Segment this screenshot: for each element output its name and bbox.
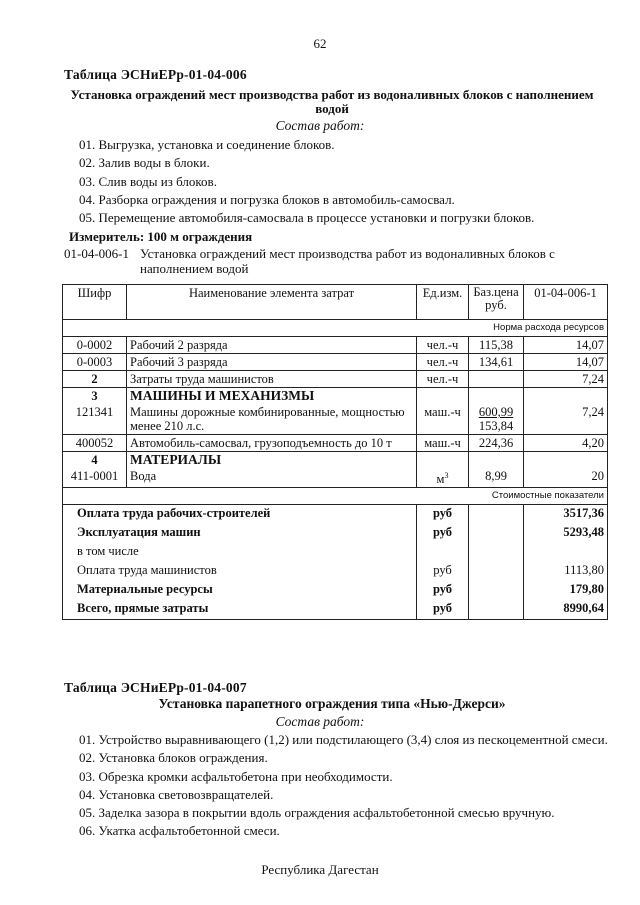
- unit-base: м: [436, 472, 445, 487]
- summary-name: Оплата труда машинистов: [63, 562, 417, 581]
- cell-unit: маш.-ч: [417, 404, 469, 435]
- empty-cell: [469, 600, 524, 620]
- empty-cell: [524, 388, 608, 405]
- code-number: 01-04-006-1: [64, 246, 129, 261]
- summary-value: [524, 543, 608, 562]
- cell-value: 14,07: [524, 337, 608, 354]
- work-item: 06. Укатка асфальтобетонной смеси.: [79, 823, 280, 839]
- cell-cipher: 2: [63, 371, 127, 388]
- summary-unit: руб: [417, 505, 469, 525]
- cell-value: 7,24: [524, 371, 608, 388]
- table-row: [63, 435, 608, 452]
- cell-price-main: 600,99: [478, 405, 514, 419]
- section-row: [63, 452, 608, 469]
- empty-cell: [469, 562, 524, 581]
- table-row: [63, 468, 608, 488]
- cell-cipher: 0-0003: [63, 354, 127, 371]
- cost-label: Стоимостные показатели: [63, 488, 608, 505]
- norm-label: Норма расхода ресурсов: [63, 320, 608, 337]
- summary-row: [63, 543, 608, 562]
- cell-cipher: 411-0001: [63, 468, 127, 488]
- work-item: 05. Заделка зазора в покрытии вдоль ограждения асфальтобетонной смесью вручную.: [79, 805, 555, 821]
- cell-unit: чел.-ч: [417, 371, 469, 388]
- cell-cipher: 0-0002: [63, 337, 127, 354]
- summary-name: в том числе: [63, 543, 417, 562]
- cell-name: Машины дорожные комбинированные, мощностью менее 210 л.с.: [127, 404, 417, 435]
- table-row: [63, 354, 608, 371]
- summary-value: 179,80: [524, 581, 608, 600]
- summary-name: Материальные ресурсы: [63, 581, 417, 600]
- work-item: 04. Разборка ограждения и погрузка блоков в автомобиль-самосвал.: [79, 191, 455, 207]
- work-item: 02. Установка блоков ограждения.: [79, 750, 268, 766]
- cell-price: 115,38: [469, 337, 524, 354]
- work-item: 04. Установка световозвращателей.: [79, 786, 274, 802]
- summary-value: 5293,48: [524, 524, 608, 543]
- table-row: [63, 404, 608, 435]
- cell-cipher: 400052: [63, 435, 127, 452]
- summary-name: Оплата труда рабочих-строителей: [63, 505, 417, 525]
- cell-value: 4,20: [524, 435, 608, 452]
- norm-label-row: [63, 320, 608, 337]
- cell-name: Рабочий 3 разряда: [127, 354, 417, 371]
- cell-unit: чел.-ч: [417, 337, 469, 354]
- summary-value: 1113,80: [524, 562, 608, 581]
- empty-cell: [469, 581, 524, 600]
- cell-price: 224,36: [469, 435, 524, 452]
- measure-unit: Измеритель: 100 м ограждения: [69, 229, 253, 244]
- page-footer: Республика Дагестан: [261, 862, 379, 877]
- summary-row: [63, 581, 608, 600]
- header-code: 01-04-006-1: [524, 285, 608, 320]
- work-item: 03. Слив воды из блоков.: [79, 173, 217, 189]
- empty-cell: [469, 524, 524, 543]
- table-header-row: [63, 285, 608, 320]
- work-item: 01. Выгрузка, установка и соединение блоков.: [79, 137, 335, 152]
- resource-table: [62, 284, 608, 620]
- cell-cipher: 121341: [63, 404, 127, 435]
- page-number: 62: [313, 36, 327, 51]
- table1-heading-line2: водой: [315, 101, 349, 116]
- table1-works-heading: Состав работ:: [275, 118, 365, 133]
- section-title: МАШИНЫ И МЕХАНИЗМЫ: [127, 388, 417, 405]
- header-cipher: Шифр: [63, 285, 127, 320]
- summary-row: [63, 562, 608, 581]
- cell-unit: [417, 468, 469, 488]
- table2-heading: Установка парапетного ограждения типа «Нью-Джерси»: [158, 696, 506, 711]
- empty-cell: [469, 505, 524, 525]
- cell-price: 8,99: [469, 468, 524, 488]
- cell-name: Затраты труда машинистов: [127, 371, 417, 388]
- table1-title: Таблица ЭСНиЕРр-01-04-006: [64, 67, 247, 82]
- empty-cell: [469, 388, 524, 405]
- table2-title: Таблица ЭСНиЕРр-01-04-007: [64, 680, 247, 695]
- summary-row: [63, 600, 608, 620]
- header-price-line1: Баз.цена: [473, 285, 519, 299]
- summary-unit: [417, 543, 469, 562]
- summary-unit: руб: [417, 562, 469, 581]
- work-item: 05. Перемещение автомобиля-самосвала в процессе установки и погрузки блоков.: [79, 210, 535, 226]
- table2-works-list: [79, 731, 608, 841]
- summary-name: Всего, прямые затраты: [63, 600, 417, 620]
- header-price-line2: руб.: [485, 298, 507, 312]
- cell-cipher: 3: [63, 388, 127, 405]
- summary-unit: руб: [417, 524, 469, 543]
- cost-label-row: [63, 488, 608, 505]
- header-name: Наименование элемента затрат: [127, 285, 417, 320]
- section-title: МАТЕРИАЛЫ: [127, 452, 417, 469]
- code-text: Установка ограждений мест производства работ из водоналивных блоков с наполнением водой: [140, 246, 555, 276]
- cell-name: Рабочий 2 разряда: [127, 337, 417, 354]
- unit-superscript: 3: [444, 471, 449, 480]
- empty-cell: [417, 388, 469, 405]
- cell-value: 14,07: [524, 354, 608, 371]
- summary-value: 3517,36: [524, 505, 608, 525]
- summary-unit: руб: [417, 600, 469, 620]
- cell-name: Вода: [127, 468, 417, 488]
- empty-cell: [469, 452, 524, 469]
- work-item: 03. Обрезка кромки асфальтобетона при необходимости.: [79, 768, 393, 784]
- table-row: [63, 337, 608, 354]
- cell-value: 20: [524, 468, 608, 488]
- work-item: 02. Залив воды в блоки.: [79, 155, 210, 171]
- cell-cipher: 4: [63, 452, 127, 469]
- table1-heading-line1: Установка ограждений мест производства работ из водоналивных блоков с наполнением: [70, 87, 594, 102]
- cell-price-secondary: 153,84: [478, 419, 514, 433]
- empty-cell: [417, 452, 469, 469]
- cell-price: [469, 404, 524, 435]
- work-item: 01. Устройство выравнивающего (1,2) или подстилающего (3,4) слоя из пескоцементной смеси.: [79, 732, 608, 747]
- section-row: [63, 388, 608, 405]
- cell-unit: маш.-ч: [417, 435, 469, 452]
- empty-cell: [469, 543, 524, 562]
- cell-name: Автомобиль-самосвал, грузоподъемность до 10 т: [127, 435, 417, 452]
- summary-row: [63, 505, 608, 525]
- summary-unit: руб: [417, 581, 469, 600]
- summary-name: Эксплуатация машин: [63, 524, 417, 543]
- cell-price: [469, 371, 524, 388]
- cell-value: 7,24: [524, 404, 608, 435]
- header-unit: Ед.изм.: [417, 285, 469, 320]
- cell-price: 134,61: [469, 354, 524, 371]
- empty-cell: [524, 452, 608, 469]
- summary-row: [63, 524, 608, 543]
- cell-unit: чел.-ч: [417, 354, 469, 371]
- table1-heading: [64, 88, 600, 116]
- table1-works-list: [79, 136, 534, 227]
- header-price: [469, 285, 524, 320]
- summary-value: 8990,64: [524, 600, 608, 620]
- table-row: [63, 371, 608, 388]
- table2-works-heading: Состав работ:: [275, 714, 365, 729]
